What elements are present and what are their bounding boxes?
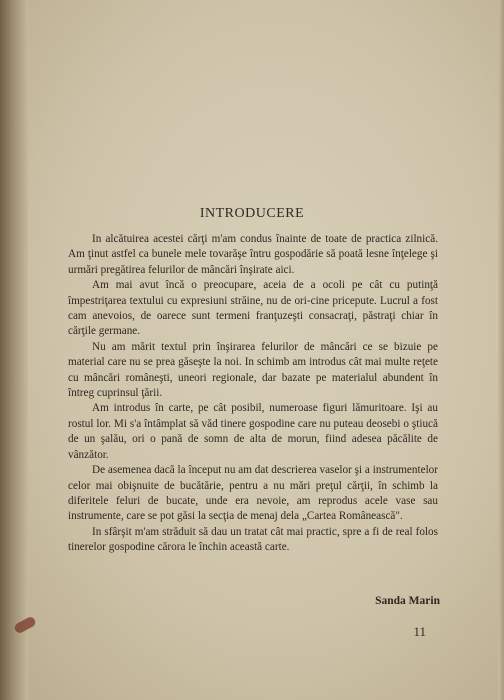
paragraph: Am introdus în carte, pe cât posibil, numeroase figuri lămuritoare. Işi au rostul lor. Mi s'a întâmplat să văd tinere gospodine care nu puteau deosebi o ştiucă de un şalău, ori o pană de somn de alta de morun, fiind adesea păcălite de vânzător.	[68, 402, 438, 461]
paragraph: Am mai avut încă o preocupare, aceia de a ocoli pe cât cu putinţă împestriţarea textului cu expresiuni străine, nu de ori-cine pricepute. Lucrul a fost cam anevoios, de oarece sunt termeni franţuzeşti consacraţi, păstraţi chiar în cărţile germane.	[68, 279, 438, 338]
page-edge	[498, 0, 504, 700]
introduction-text	[68, 232, 438, 556]
chapter-title: INTRODUCERE	[199, 206, 305, 221]
paragraph: De asemenea dacă la început nu am dat descrierea vaselor şi a instrumentelor celor mai obişnuite de bucătărie, pentru a nu mări preţul cărţii, în schimb la diferitele feluri de bucate, unde era nevoie, am reprodus acele vase sau instrumente, care se pot găsi la secţia de menaj dela „Cartea Românească".	[68, 464, 438, 523]
author-signature: Sanda Marin	[375, 595, 440, 607]
paragraph: Nu am mărit textul prin înşirarea felurilor de mâncări ce se bizuie pe material care nu se prea găseşte la noi. In schimb am introdus cât mai multe reţete cu mâncări româneşti, uneori regionale, dar bazate pe materialul abundent în întreg cuprinsul ţării.	[68, 340, 438, 400]
page-number: 11	[413, 624, 426, 639]
paragraph: In sfârşit m'am străduit să dau un tratat cât mai practic, spre a fi de real folos tinerelor gospodine cărora le închin această carte.	[68, 525, 438, 554]
page-gutter-shadow	[0, 0, 28, 700]
paragraph: In alcătuirea acestei cărţi m'am condus înainte de toate de practica zilnică. Am ţinut astfel ca bunele mele tovarăşe întru gospodărie să poată lesne înţelege şi urmări pregătirea felurilor de mâncări înşirate aici.	[68, 233, 438, 276]
